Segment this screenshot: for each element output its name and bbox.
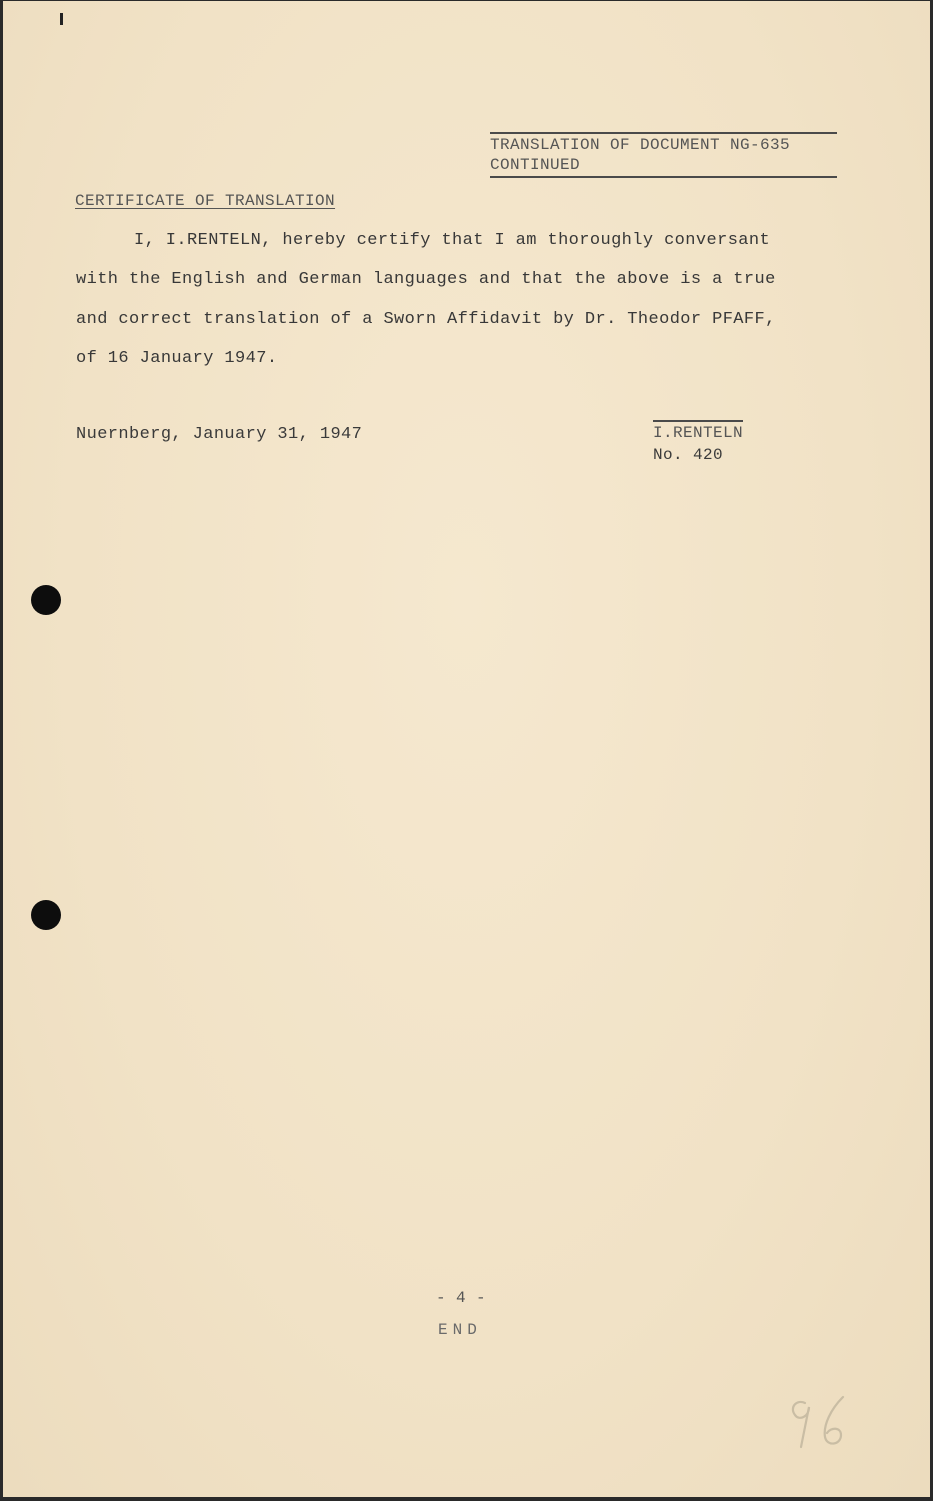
certificate-line-2: with the English and German languages and that the above is a true — [76, 270, 776, 289]
header-line-1: TRANSLATION OF DOCUMENT NG-635 — [490, 136, 791, 154]
page-number: - 4 - — [436, 1289, 487, 1307]
signature-block — [653, 420, 743, 466]
document-header — [490, 132, 837, 178]
place-date: Nuernberg, January 31, 1947 — [76, 425, 363, 444]
handwritten-number-96 — [783, 1391, 853, 1451]
signature-name: I.RENTELN — [653, 420, 743, 444]
end-mark: END — [438, 1321, 482, 1339]
tick-mark — [60, 13, 63, 25]
certificate-title: CERTIFICATE OF TRANSLATION — [75, 192, 336, 210]
certificate-line-1: I, I.RENTELN, hereby certify that I am thoroughly conversant — [134, 231, 771, 250]
signature-number: No. 420 — [653, 446, 724, 464]
certificate-line-3: and correct translation of a Sworn Affidavit by Dr. Theodor PFAFF, — [76, 310, 776, 329]
certificate-line-4: of 16 January 1947. — [76, 349, 278, 368]
document-page — [3, 1, 930, 1497]
punch-hole-bottom — [31, 900, 61, 930]
punch-hole-top — [31, 585, 61, 615]
header-line-2: CONTINUED — [490, 156, 581, 174]
